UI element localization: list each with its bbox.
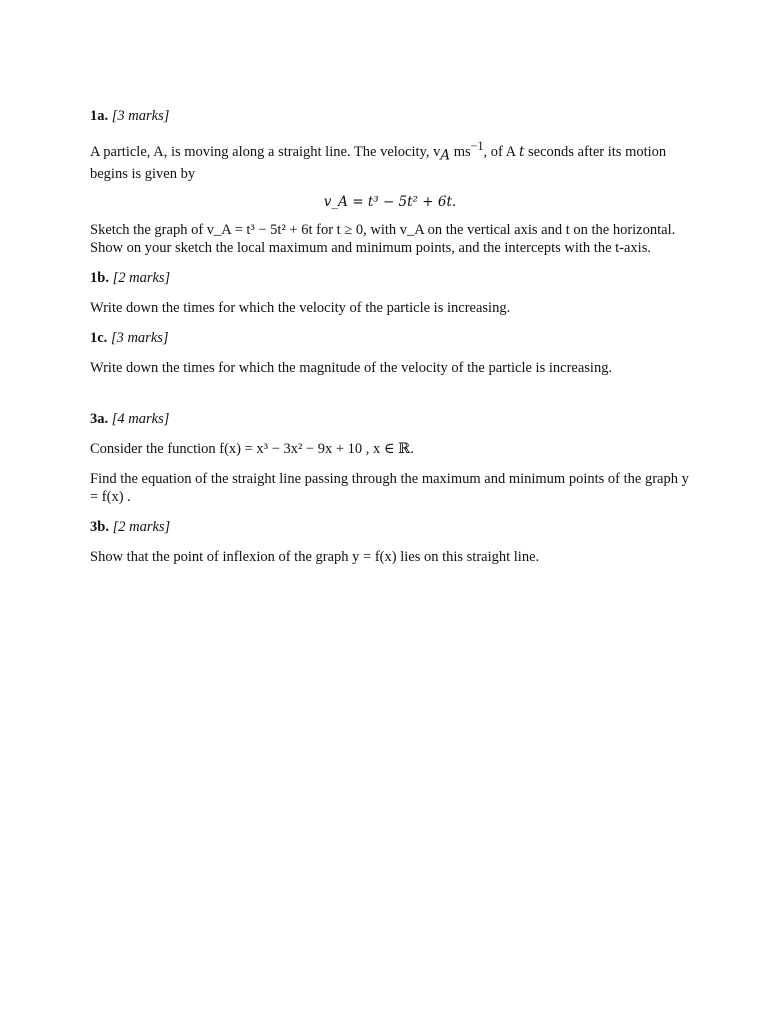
question-number: 3b. (90, 518, 109, 535)
question-number: 1c. (90, 329, 108, 346)
question-marks: [3 marks] (110, 329, 169, 346)
question-1a-heading (90, 107, 690, 125)
question-3a-text-2: Find the equation of the straight line passing through the maximum and minimum points of the graph y = f(x) . (90, 470, 689, 505)
question-3b-heading (90, 518, 690, 536)
question-marks: [3 marks] (111, 108, 170, 124)
question-1b-text: Write down the times for which the velocity of the particle is increasing. (90, 299, 511, 316)
equation-velocity: v_A = t³ − 5t² + 6t. (323, 193, 457, 210)
question-1c-text: Write down the times for which the magnitude of the velocity of the particle is increasing. (90, 359, 613, 376)
question-marks: [2 marks] (112, 518, 171, 535)
question-number: 1a. (90, 108, 109, 124)
question-number: 3a. (90, 410, 109, 427)
question-1a-text-1: A particle, A, is moving along a straight line. The velocity, $v_A$ $ms^{-1}$, of A t seconds after its motion begins is given by (90, 139, 667, 182)
question-marks: [2 marks] (112, 269, 171, 286)
document-page (90, 107, 690, 566)
question-marks: [4 marks] (111, 410, 170, 427)
question-3b-text: Show that the point of inflexion of the graph y = f(x) lies on this straight line. (90, 548, 540, 565)
question-3a-heading (90, 410, 690, 428)
question-number: 1b. (90, 269, 109, 286)
question-1a-text-2: Sketch the graph of v_A = t³ − 5t² + 6t for t ≥ 0, with v_A on the vertical axis and t on the horizontal. Show on your sketch the local maximum and minimum points, and the intercepts with the t-axis. (90, 221, 676, 256)
question-1b-heading (90, 269, 690, 287)
question-1c-heading (90, 329, 690, 347)
question-3a-text-1: Consider the function f(x) = x³ − 3x² − 9x + 10 , x ∈ ℝ. (90, 440, 414, 457)
